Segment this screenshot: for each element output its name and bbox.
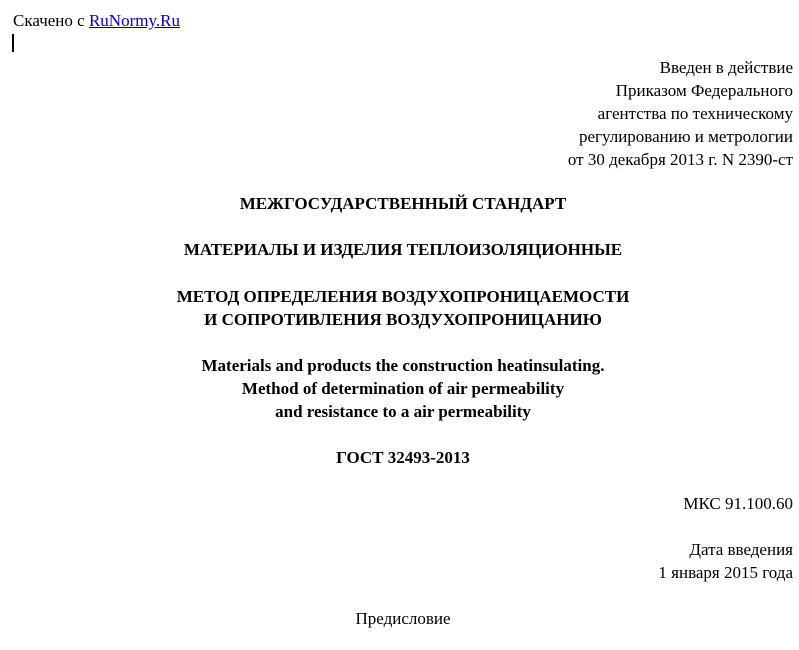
title-en-line: Materials and products the construction heatinsulating. (201, 356, 605, 375)
enactment-line: Введен в действие (659, 58, 793, 77)
preface-heading: Предисловие (355, 609, 451, 628)
text-cursor (12, 34, 14, 52)
intro-date: 1 января 2015 года (658, 563, 793, 582)
title-en-line: and resistance to a air permeability (275, 402, 531, 421)
source-line (13, 9, 180, 32)
title-ru (0, 285, 799, 331)
source-link[interactable]: RuNormy.Ru (88, 11, 180, 30)
standard-type: МЕЖГОСУДАРСТВЕННЫЙ СТАНДАРТ (239, 194, 567, 213)
title-ru-line: МЕТОД ОПРЕДЕЛЕНИЯ ВОЗДУХОПРОНИЦАЕМОСТИ (176, 287, 630, 306)
title-en-line: Method of determination of air permeability (241, 379, 565, 398)
enactment-line: Приказом Федерального (615, 81, 793, 100)
intro-date-label: Дата введения (689, 540, 793, 559)
source-prefix: Скачено с (13, 11, 89, 30)
title-en (0, 354, 799, 423)
title-ru-line: И СОПРОТИВЛЕНИЯ ВОЗДУХОПРОНИЦАНИЮ (204, 310, 602, 329)
standard-category: МАТЕРИАЛЫ И ИЗДЕЛИЯ ТЕПЛОИЗОЛЯЦИОННЫЕ (183, 240, 623, 259)
enactment-line: агентства по техническому (597, 104, 793, 123)
enactment-line: от 30 декабря 2013 г. N 2390-ст (567, 150, 793, 169)
enactment-block (568, 56, 793, 171)
enactment-line: регулированию и метрологии (578, 127, 793, 146)
mks-code: МКС 91.100.60 (683, 494, 793, 513)
intro-date-block (658, 538, 793, 584)
gost-code: ГОСТ 32493-2013 (336, 448, 470, 467)
